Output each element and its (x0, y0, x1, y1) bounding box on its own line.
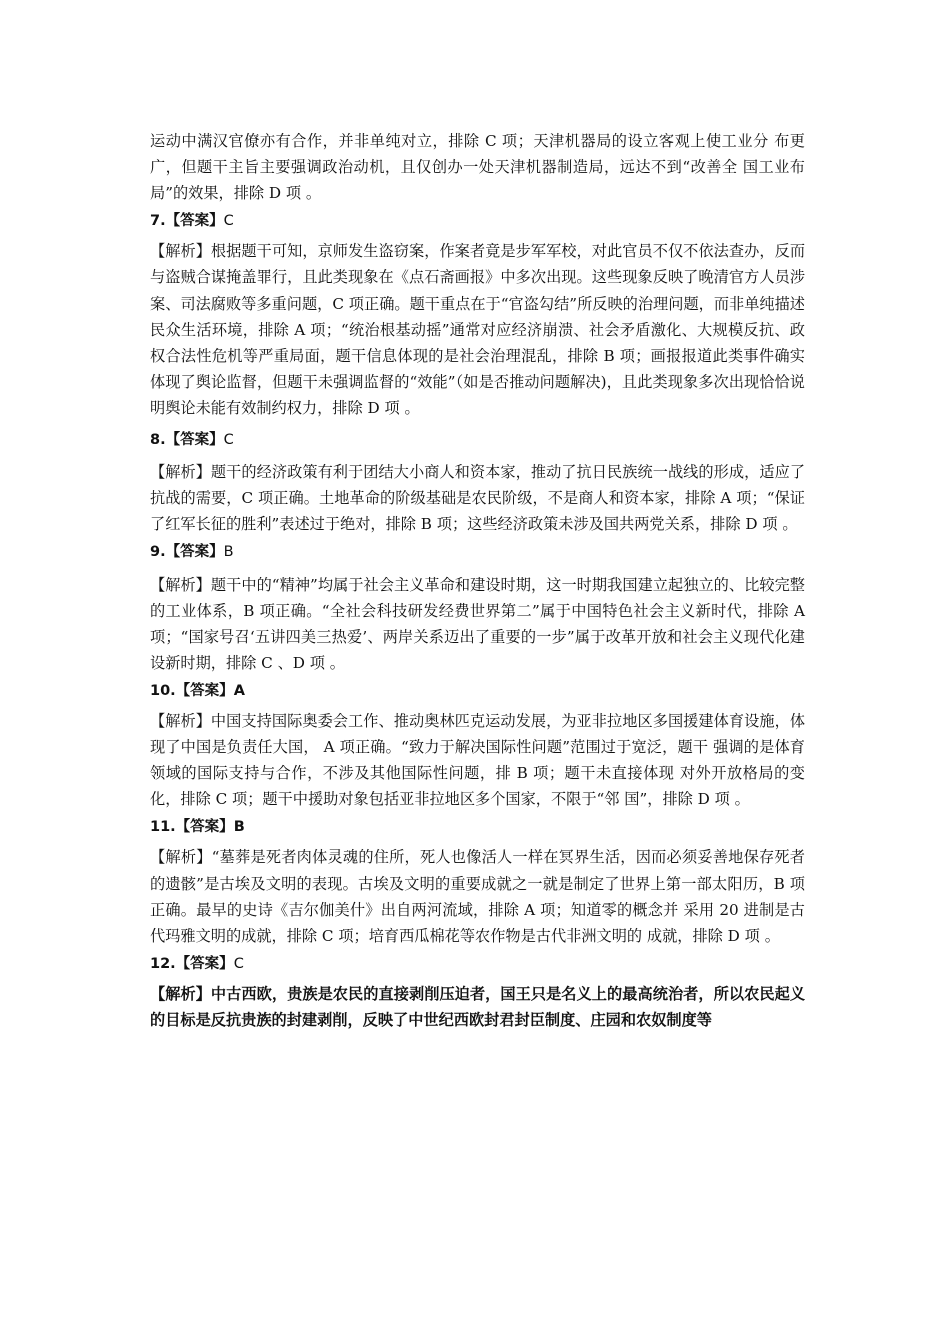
answer-heading-9 (150, 539, 805, 565)
answer-heading-11-label: 11.【答案】 (150, 819, 234, 836)
answer-letter-9: B (223, 544, 234, 561)
answer-letter-8: C (223, 432, 234, 449)
analysis-7: 【解析】根据题干可知，京师发生盗窃案，作案者竟是步军军校，对此官员不仅不依法查办，反而与盗贼合谋掩盖罪行，且此类现象在《点石斋画报》中多次出现。这些现象反映了晚清官方人员涉案、司法腐败等多重问题，C 项正确。题干重点在于“官盗勾结”所反映的治理问题，而非单纯描述民众生活环境，排除 A 项；“统治根基动摇”通常对应经济崩溃、社会矛盾激化、大规模反抗、政权合法性危机等严重局面，题干信息体现的是社会治理混乱，排除 B 项；画报报道此类事件确实体现了舆论监督，但题干未强调监督的“效能”（如是否推动问题解决)，且此类现象多次出现恰恰说明舆论未能有效制约权力，排除 D 项 。 (150, 242, 805, 417)
answer-letter-7: C (223, 213, 234, 230)
answer-letter-10: A (233, 682, 245, 699)
answer-heading-12-label: 12.【答案】 (150, 955, 234, 972)
answer-heading-8 (150, 427, 805, 453)
answer-heading-12 (150, 951, 805, 977)
answer-heading-10-label: 10.【答案】 (150, 682, 234, 699)
answer-heading-9-label: 9.【答案】 (150, 544, 224, 561)
analysis-10: 【解析】中国支持国际奥委会工作、推动奥林匹克运动发展，为亚非拉地区多国援建体育设施，体现了中国是负责任大国， A 项正确。“致力于解决国际性问题”范围过于宽泛，题干 强调的是体育领域的国际支持与合作，不涉及其他国际性问题，排 B 项；题干未直接体现 对外开放格局的变化，排除 C 项；题干中援助对象包括亚非拉地区多个国家，不限于“邻 国”，排除 D 项 。 (150, 711, 805, 809)
analysis-9: 【解析】题干中的“精神”均属于社会主义革命和建设时期，这一时期我国建立起独立的、比较完整的工业体系，B 项正确。“全社会科技研发经费世界第二”属于中国特色社会主义新时代，排除 A 项；“国家号召‘五讲四美三热爱’、两岸关系迈出了重要的一步”属于改革开放和社会主义现代化建设新时期，排除 C 、D 项 。 (150, 575, 805, 672)
answer-letter-12: C (233, 955, 244, 972)
paragraph-intro: 运动中满汉官僚亦有合作，并非单纯对立，排除 C 项；天津机器局的设立客观上使工业分 布更广，但题干主旨主要强调政治动机，且仅创办一处天津机器制造局，远达不到“改善全 国工业布局”的效果，排除 D 项 。 (150, 132, 805, 203)
answer-heading-7 (150, 208, 805, 234)
analysis-11: 【解析】“墓葬是死者肉体灵魂的住所，死人也像活人一样在冥界生活，因而必须妥善地保存死者的遗骸”是古埃及文明的表现。古埃及文明的重要成就之一就是制定了世界上第一部太阳历，B 项正确。最早的史诗《吉尔伽美什》出自两河流域，排除 A 项；知道零的概念并 采用 20 进制是古代玛雅文明的成就，排除 C 项；培育西瓜棉花等农作物是古代非洲文明的 成就，排除 D 项 。 (150, 848, 805, 945)
answer-document (150, 128, 805, 1033)
analysis-8: 【解析】题干的经济政策有利于团结大小商人和资本家，推动了抗日民族统一战线的形成，适应了抗战的需要，C 项正确。土地革命的阶级基础是农民阶级，不是商人和资本家，排除 A 项；“保证了红军长征的胜利”表述过于绝对，排除 B 项；这些经济政策未涉及国共两党关系，排除 D 项 。 (150, 463, 805, 534)
analysis-12: 【解析】中古西欧，贵族是农民的直接剥削压迫者，国王只是名义上的最高统治者，所以农民起义的目标是反抗贵族的封建剥削，反映了中世纪西欧封君封臣制度、庄园和农奴制度等 (150, 984, 805, 1029)
answer-heading-10 (150, 678, 805, 704)
answer-heading-7-label: 7.【答案】 (150, 213, 224, 230)
answer-heading-11 (150, 814, 805, 840)
answer-letter-11: B (233, 819, 245, 836)
answer-heading-8-label: 8.【答案】 (150, 432, 224, 449)
